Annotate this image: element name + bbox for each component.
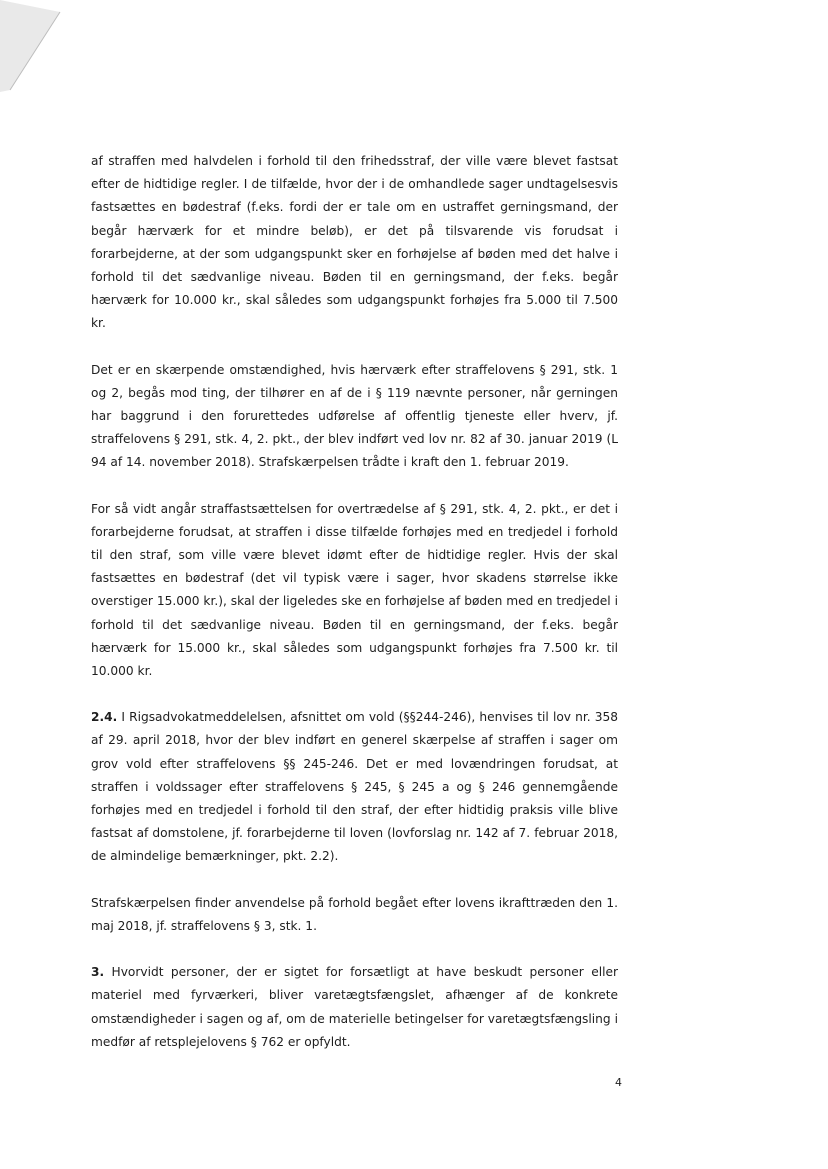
- paragraph-1: [91, 150, 618, 336]
- page-number: 4: [615, 1076, 622, 1089]
- paragraph-5-text: Strafskærpelsen finder anvendelse på forhold begået efter lovens ikrafttræden den 1. maj 2018, jf. straffelovens § 3, stk. 1.: [91, 895, 618, 933]
- section-number-2-4: 2.4.: [91, 710, 118, 725]
- paragraph-5: [91, 892, 618, 938]
- paragraph-1-text: af straffen med halvdelen i forhold til den frihedsstraf, der ville være blevet fastsat efter de hidtidige regler. I de tilfælde, hvor der i de omhandlede sager undtagelsesvis fastsættes en bødestraf (f.eks. fordi der er tale om en ustraffet gerningsmand, der begår hærværk for et mindre beløb), er det på tilsvarende vis forudsat i forarbejderne, at der som udgangspunkt sker en forhøjelse af bøden med det halve i forhold til det sædvanlige niveau. Bøden til en gerningsmand, der f.eks. begår hærværk for 10.000 kr., skal således som udgangspunkt forhøjes fra 5.000 til 7.500 kr.: [91, 154, 618, 331]
- section-number-3: 3.: [91, 965, 105, 980]
- paragraph-2: [91, 359, 618, 475]
- document-body: [91, 150, 618, 1054]
- paragraph-3-text: For så vidt angår straffastsættelsen for overtrædelse af § 291, stk. 4, 2. pkt., er det i forarbejderne forudsat, at straffen i disse tilfælde forhøjes med en tredjedel i forhold til den straf, som ville være blevet idømt efter de hidtidige regler. Hvis der skal fastsættes en bødestraf (det vil typisk være i sager, hvor skadens størrelse ikke overstiger 15.000 kr.), skal der ligeledes ske en forhøjelse af bøden med en tredjedel i forhold til det sædvanlige niveau. Bøden til en gerningsmand, der f.eks. begår hærværk for 15.000 kr., skal således som udgangspunkt forhøjes fra 7.500 kr. til 10.000 kr.: [91, 501, 618, 679]
- paragraph-2-text: Det er en skærpende omstændighed, hvis hærværk efter straffelovens § 291, stk. 1 og 2, begås mod ting, der tilhører en af de i § 119 nævnte personer, når gerningen har baggrund i den forurettedes udførelse af offentlig tjeneste eller hverv, jf. straffelovens § 291, stk. 4, 2. pkt., der blev indført ved lov nr. 82 af 30. januar 2019 (L 94 af 14. november 2018). Strafskærpelsen trådte i kraft den 1. februar 2019.: [91, 362, 618, 470]
- page-corner-fold: [0, 0, 70, 95]
- section-2-4-text: I Rigsadvokatmeddelelsen, afsnittet om vold (§§244-246), henvises til lov nr. 358 af 29. april 2018, hvor der blev indført en generel skærpelse af straffen i sager om grov vold efter straffelovens §§ 245-246. Det er med lovændringen forudsat, at straffen i voldssager efter straffelovens § 245, § 245 a og § 246 gennemgående forhøjes med en tredjedel i forhold til den straf, der efter hidtidig praksis ville blive fastsat af domstolene, jf. forarbejderne til loven (lovforslag nr. 142 af 7. februar 2018, de almindelige bemærkninger, pkt. 2.2).: [91, 710, 619, 864]
- paragraph-3: [91, 498, 618, 684]
- section-2-4: [91, 706, 618, 868]
- section-3-text: Hvorvidt personer, der er sigtet for forsætligt at have beskudt personer eller materiel med fyrværkeri, bliver varetægtsfængslet, afhænger af de konkrete omstændigheder i sagen og af, om de materielle betingelser for varetægtsfængsling i medfør af retsplejelovens § 762 er opfyldt.: [91, 965, 618, 1049]
- section-3: [91, 961, 618, 1054]
